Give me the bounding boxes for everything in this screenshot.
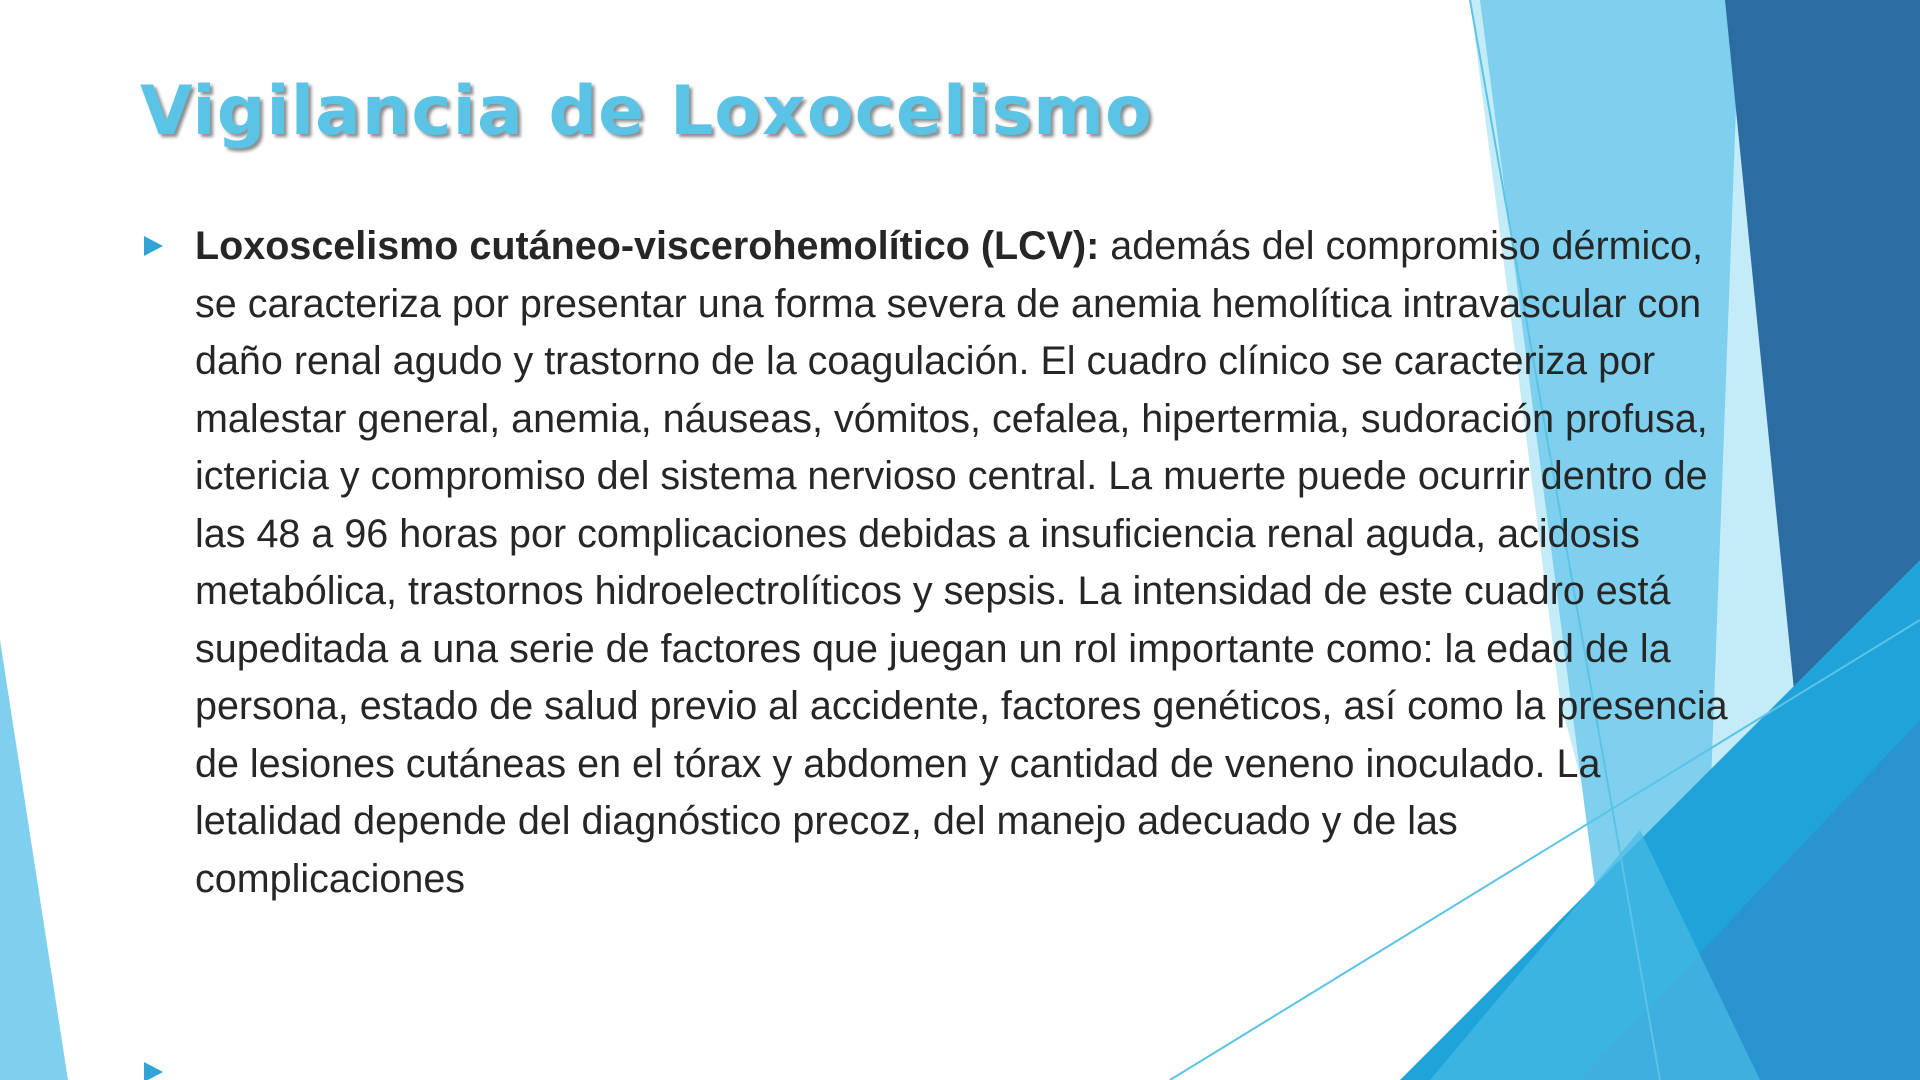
bullet-term: Loxoscelismo cutáneo-viscerohemolítico (LCV): bbox=[195, 224, 1100, 268]
bullet-list bbox=[140, 218, 1730, 908]
left-edge-shape bbox=[0, 640, 68, 1080]
bullet-item bbox=[140, 218, 1730, 908]
bullet-body: además del compromiso dérmico, se caracteriza por presentar una forma severa de anemia hemolítica intravascular con daño renal agudo y trastorno de la coagulación. El cuadro clínico se caracteriza por malestar general, anemia, náuseas, vómitos, cefalea, hipertermia, sudoración profusa, ictericia y compromiso del sistema nervioso central. La muerte puede ocurrir dentro de las 48 a 96 horas por complicaciones debidas a insuficiencia renal aguda, acidosis metabólica, trastornos hidroelectrolíticos y sepsis. La intensidad de este cuadro está supeditada a una serie de factores que juegan un rol importante como: la edad de la persona, estado de salud previo al accidente, factores genéticos, así como la presencia de lesiones cutáneas en el tórax y abdomen y cantidad de veneno inoculado. La letalidad depende del diagnóstico precoz, del manejo adecuado y de las complicaciones bbox=[195, 224, 1728, 901]
slide-title: Vigilancia de Loxocelismo bbox=[140, 72, 1153, 151]
bullet-text bbox=[195, 218, 1730, 908]
bullet-arrow-icon bbox=[144, 1062, 163, 1080]
bullet-arrow-icon bbox=[144, 236, 163, 256]
